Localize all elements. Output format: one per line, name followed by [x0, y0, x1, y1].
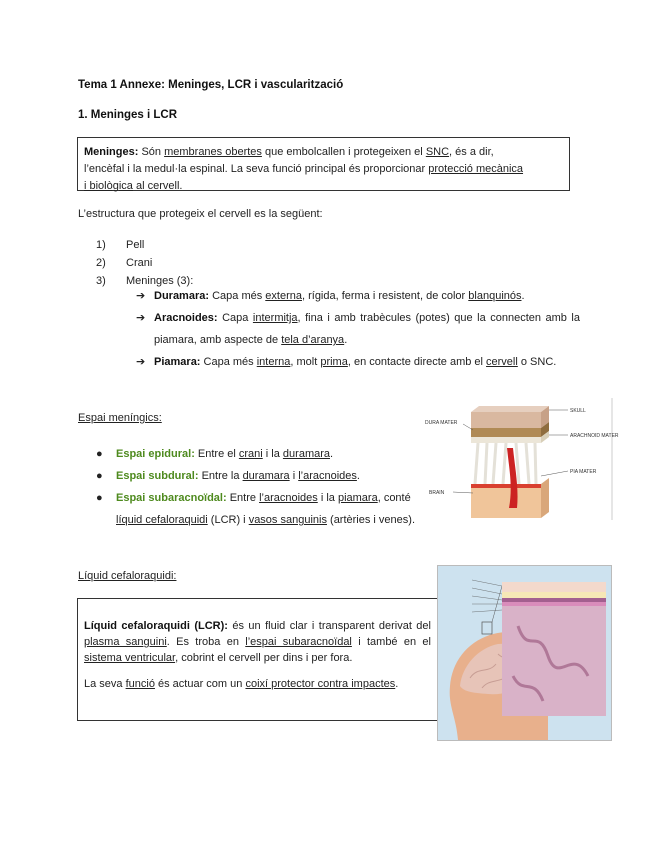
- underlined-text: membranes obertes: [164, 146, 262, 158]
- text: , és a dir,: [449, 146, 494, 158]
- text: Entre la: [198, 470, 243, 482]
- bullet-icon: ●: [96, 492, 103, 504]
- document-title: Tema 1 Annexe: Meninges, LCR i vascularització: [78, 79, 344, 91]
- bullet-icon: ●: [96, 448, 103, 460]
- list-item: [96, 254, 193, 272]
- text: (artèries i venes).: [326, 514, 415, 526]
- meninges-dura-item: [136, 285, 580, 307]
- underlined-text: i biològica: [84, 180, 133, 192]
- text: i la: [262, 448, 283, 460]
- underlined-text: piamara: [337, 492, 378, 504]
- underlined-text: SNC: [425, 146, 450, 158]
- underlined-text: prima: [320, 356, 348, 368]
- csf-paragraph-1: [84, 618, 431, 666]
- text: .: [521, 290, 525, 302]
- meninges-layers-figure: [423, 398, 619, 520]
- intro-paragraph: L’estructura que protegeix el cervell es la següent:: [78, 208, 323, 220]
- underlined-text: plasma sanguini: [84, 636, 167, 648]
- csf-heading: Líquid cefaloraquidi:: [78, 570, 177, 582]
- arrow-icon: ➔: [136, 290, 146, 302]
- list-text: Meninges (3):: [126, 275, 194, 287]
- underlined-text: protecció mecànica: [428, 163, 524, 175]
- underlined-text: coixí protector contra impactes: [245, 678, 396, 690]
- term: Espai subdural:: [116, 470, 199, 482]
- term: Duramara:: [154, 290, 210, 302]
- text: , rígida, ferma i resistent, de color: [301, 290, 469, 302]
- space-subarachnoid-item: [96, 487, 416, 531]
- list-item: [96, 236, 193, 254]
- text: .: [330, 448, 334, 460]
- text: al cervell.: [132, 180, 183, 192]
- underlined-text: duramara: [242, 470, 290, 482]
- term: Aracnoides:: [154, 312, 218, 324]
- text: , cobrint el cervell per dins i per fora.: [175, 652, 353, 664]
- term: Espai epidural:: [116, 448, 195, 460]
- underlined-text: intermitja: [252, 312, 298, 324]
- structure-list: [96, 236, 193, 290]
- list-number: 3): [96, 275, 106, 287]
- text: és un fluid clar i transparent derivat del: [227, 620, 431, 632]
- term: Piamara:: [154, 356, 201, 368]
- text: Capa més: [200, 356, 257, 368]
- space-subdural-item: [96, 465, 416, 487]
- text: .: [356, 470, 360, 482]
- underlined-text: interna: [256, 356, 291, 368]
- underlined-text: l’espai subaracnoïdal: [245, 636, 352, 648]
- text: .: [344, 334, 348, 346]
- text: , fina i amb trabècules (potes) que la connecten amb la piamara, amb aspecte de: [154, 312, 580, 346]
- csf-definition-box: [77, 598, 438, 721]
- csf-paragraph-2: [84, 676, 431, 692]
- arrow-icon: ➔: [136, 312, 146, 324]
- label-brain: BRAIN: [429, 490, 445, 496]
- text: és actuar com un: [154, 678, 246, 690]
- head-cross-section-figure: [437, 565, 612, 741]
- text: La seva: [84, 678, 126, 690]
- text: Són: [138, 146, 165, 158]
- term: Meninges:: [84, 146, 139, 158]
- underlined-text: externa: [265, 290, 302, 302]
- underlined-text: líquid cefaloraquidi: [116, 514, 208, 526]
- text: l’encèfal i la medul·la espinal. La seva funció principal és proporcionar: [84, 163, 429, 175]
- text: Capa: [217, 312, 253, 324]
- list-number: 2): [96, 257, 106, 269]
- text: .: [395, 678, 399, 690]
- arrow-icon: ➔: [136, 356, 146, 368]
- spaces-heading: Espai meníngics:: [78, 412, 162, 424]
- list-number: 1): [96, 239, 106, 251]
- text: , molt: [290, 356, 321, 368]
- underlined-text: l’aracnoides: [298, 470, 357, 482]
- section-heading: 1. Meninges i LCR: [78, 109, 178, 121]
- text: i també en el: [351, 636, 431, 648]
- underlined-text: duramara: [282, 448, 330, 460]
- label-skull: SKULL: [570, 408, 586, 414]
- underlined-text: cervell: [486, 356, 518, 368]
- text: , en contacte directe amb el: [347, 356, 487, 368]
- text: . Es troba en: [166, 636, 246, 648]
- text: i: [289, 470, 299, 482]
- underlined-text: crani: [238, 448, 263, 460]
- space-epidural-item: [96, 443, 416, 465]
- label-arachnoid-mater: ARACHNOID MATER: [570, 433, 619, 439]
- underlined-text: tela d’aranya: [281, 334, 345, 346]
- term: Líquid cefaloraquidi (LCR):: [84, 620, 228, 632]
- text: Entre el: [194, 448, 239, 460]
- term: Espai subaracnoïdal:: [116, 492, 227, 504]
- list-text: Crani: [126, 257, 153, 269]
- text: Entre: [226, 492, 260, 504]
- underlined-text: l’aracnoides: [259, 492, 318, 504]
- underlined-text: vasos sanguinis: [248, 514, 327, 526]
- label-pia-mater: PIA MATER: [570, 469, 597, 475]
- label-dura-mater: DURA MATER: [425, 420, 458, 426]
- list-text: Pell: [126, 239, 145, 251]
- text: o SNC.: [517, 356, 557, 368]
- meninges-pia-item: [136, 351, 580, 373]
- text: i la: [317, 492, 338, 504]
- text: (LCR) i: [207, 514, 249, 526]
- bullet-icon: ●: [96, 470, 103, 482]
- text: Capa més: [209, 290, 266, 302]
- text: que embolcallen i protegeixen el: [261, 146, 426, 158]
- text: , conté: [377, 492, 411, 504]
- underlined-text: blanquinós: [468, 290, 522, 302]
- meninges-definition-box: [77, 137, 570, 191]
- meninges-arachnoid-item: [136, 307, 580, 351]
- underlined-text: sistema ventricular: [84, 652, 176, 664]
- underlined-text: funció: [125, 678, 155, 690]
